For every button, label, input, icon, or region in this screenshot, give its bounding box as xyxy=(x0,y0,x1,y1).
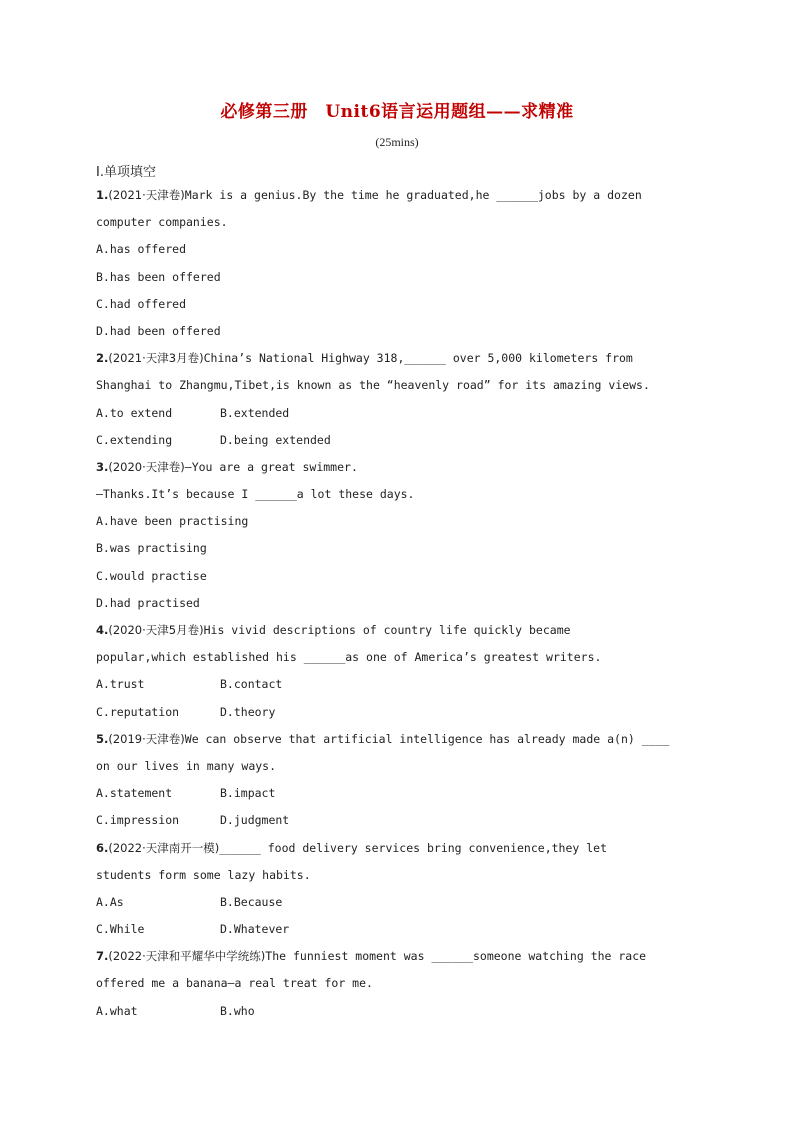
question-number: 2. xyxy=(96,351,109,366)
answer-option[interactable]: A.have been practising xyxy=(96,514,249,529)
option-row xyxy=(96,671,706,698)
answer-option[interactable]: B.has been offered xyxy=(96,269,221,284)
section-heading: Ⅰ.单项填空 xyxy=(96,165,156,180)
answer-option[interactable]: B.impact xyxy=(220,786,276,801)
option-row xyxy=(96,427,706,454)
question-stem-line xyxy=(96,862,706,889)
question-source: (2022·天津南开一模) xyxy=(108,840,220,855)
option-row xyxy=(96,236,706,263)
question-source: (2020·天津5月卷) xyxy=(108,623,204,637)
question-stem-text: on our lives in many ways. xyxy=(96,758,277,773)
question-stem-line xyxy=(96,617,706,644)
option-row xyxy=(96,699,706,726)
option-row xyxy=(96,889,706,916)
answer-option[interactable]: B.extended xyxy=(220,405,290,420)
option-row xyxy=(96,535,706,562)
question-2 xyxy=(96,345,706,454)
question-stem-line xyxy=(96,644,706,671)
question-stem-line xyxy=(96,481,706,508)
option-row xyxy=(96,916,706,943)
answer-option[interactable]: A.has offered xyxy=(96,242,187,257)
question-stem-text: popular,which established his ______as one of America’s greatest writers. xyxy=(96,650,602,665)
answer-option[interactable]: B.Because xyxy=(220,894,283,909)
question-3 xyxy=(96,454,706,617)
option-row xyxy=(96,590,706,617)
question-source: (2020·天津卷) xyxy=(108,459,185,474)
answer-option[interactable]: A.As xyxy=(96,894,124,909)
option-row xyxy=(96,998,706,1025)
question-stem-text: The funniest moment was ______someone watching the race xyxy=(265,949,647,964)
question-number: 5. xyxy=(96,731,109,746)
page-title: 必修第三册 Unit6语言运用题组——求精准 xyxy=(220,102,574,122)
question-stem-text: Mark is a genius.By the time he graduated,he ______jobs by a dozen xyxy=(184,188,642,202)
answer-option[interactable]: C.impression xyxy=(96,813,180,828)
answer-option[interactable]: B.contact xyxy=(220,677,283,692)
option-row xyxy=(96,563,706,590)
question-number: 6. xyxy=(96,840,109,855)
question-7 xyxy=(96,943,706,1025)
answer-option[interactable]: D.Whatever xyxy=(220,922,290,937)
answer-option[interactable]: C.had offered xyxy=(96,296,187,311)
question-4 xyxy=(96,617,706,726)
answer-option[interactable]: C.extending xyxy=(96,432,173,447)
question-stem-text: We can observe that artificial intelligence has already made a(n) ____ xyxy=(184,731,670,746)
question-source: (2021·天津3月卷) xyxy=(108,351,204,366)
question-list xyxy=(96,182,706,1025)
answer-option[interactable]: A.trust xyxy=(96,677,145,692)
answer-option[interactable]: D.judgment xyxy=(220,813,290,828)
option-row xyxy=(96,508,706,535)
question-stem-text: Shanghai to Zhangmu,Tibet,is known as the “heavenly road” for its amazing views. xyxy=(96,378,650,393)
question-stem-text: students form some lazy habits. xyxy=(96,867,311,882)
question-stem-line xyxy=(96,970,706,997)
answer-option[interactable]: C.reputation xyxy=(96,704,180,719)
answer-option[interactable]: A.to extend xyxy=(96,405,173,420)
answer-option[interactable]: B.was practising xyxy=(96,541,207,556)
question-stem-line xyxy=(96,345,706,372)
question-source: (2019·天津卷) xyxy=(108,731,185,746)
answer-option[interactable]: A.what xyxy=(96,1003,138,1018)
answer-option[interactable]: D.being extended xyxy=(220,432,331,447)
question-stem-line xyxy=(96,182,706,209)
option-row xyxy=(96,264,706,291)
question-stem-line xyxy=(96,835,706,862)
question-stem-text: computer companies. xyxy=(96,215,228,230)
question-stem-text: China’s National Highway 318,______ over 5,000 kilometers from xyxy=(203,351,633,366)
answer-option[interactable]: A.statement xyxy=(96,786,173,801)
question-source: (2022·天津和平耀华中学统练) xyxy=(108,949,266,964)
answer-option[interactable]: D.had practised xyxy=(96,595,200,610)
option-row xyxy=(96,780,706,807)
question-stem-line xyxy=(96,454,706,481)
question-stem-line xyxy=(96,209,706,236)
question-stem-text: —Thanks.It’s because I ______a lot these days. xyxy=(96,487,415,502)
answer-option[interactable]: C.would practise xyxy=(96,568,207,583)
question-6 xyxy=(96,835,706,944)
question-number: 3. xyxy=(96,459,109,474)
question-number: 1. xyxy=(96,188,109,202)
option-row xyxy=(96,318,706,345)
question-1 xyxy=(96,182,706,345)
option-row xyxy=(96,400,706,427)
question-stem-text: His vivid descriptions of country life quickly became xyxy=(203,623,571,637)
question-stem-text: offered me a banana—a real treat for me. xyxy=(96,976,373,991)
question-stem-text: —You are a great swimmer. xyxy=(184,459,358,474)
question-stem-line xyxy=(96,372,706,399)
time-limit: (25mins) xyxy=(375,135,419,149)
question-5 xyxy=(96,726,706,835)
answer-option[interactable]: B.who xyxy=(220,1003,255,1018)
answer-option[interactable]: D.had been offered xyxy=(96,323,221,338)
question-stem-line xyxy=(96,726,706,753)
answer-option[interactable]: C.While xyxy=(96,922,145,937)
question-source: (2021·天津卷) xyxy=(108,188,185,202)
answer-option[interactable]: D.theory xyxy=(220,704,276,719)
question-stem-text: ______ food delivery services bring convenience,they let xyxy=(219,840,608,855)
question-stem-line xyxy=(96,753,706,780)
question-number: 7. xyxy=(96,949,109,964)
question-number: 4. xyxy=(96,623,109,637)
option-row xyxy=(96,807,706,834)
option-row xyxy=(96,291,706,318)
question-stem-line xyxy=(96,943,706,970)
